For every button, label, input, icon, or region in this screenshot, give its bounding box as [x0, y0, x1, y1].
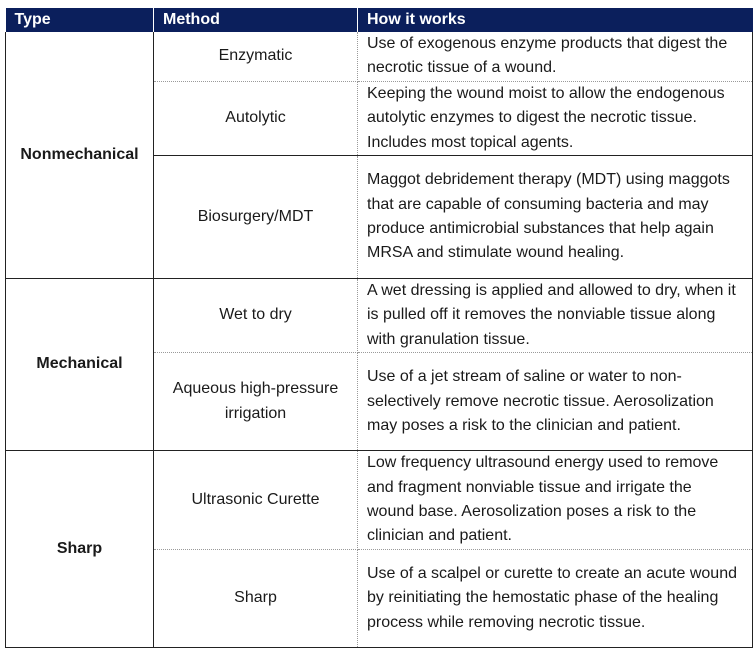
header-how-it-works: How it works — [358, 8, 753, 32]
method-cell: Aqueous high-pressure irrigation — [154, 353, 358, 451]
how-it-works-cell: Use of exogenous enzyme products that digest the necrotic tissue of a wound. — [358, 32, 753, 81]
type-cell-nonmechanical: Nonmechanical — [6, 32, 154, 279]
how-it-works-cell: Low frequency ultrasound energy used to remove and fragment nonviable tissue and irrigate the wound base. Aerosolization poses a risk to the clinician and patient. — [358, 451, 753, 550]
header-method: Method — [154, 8, 358, 32]
table-row — [6, 279, 753, 353]
method-cell: Ultrasonic Curette — [154, 451, 358, 550]
how-it-works-cell: Use of a scalpel or curette to create an acute wound by reinitiating the hemostatic phase of the healing process while removing necrotic tissue. — [358, 549, 753, 647]
debridement-table-frame — [5, 8, 752, 648]
type-cell-mechanical: Mechanical — [6, 279, 154, 451]
table-row — [6, 32, 753, 81]
header-type: Type — [6, 8, 154, 32]
method-cell: Enzymatic — [154, 32, 358, 81]
how-it-works-cell: A wet dressing is applied and allowed to dry, when it is pulled off it removes the nonviable tissue along with granulation tissue. — [358, 279, 753, 353]
type-cell-sharp: Sharp — [6, 451, 154, 648]
method-cell: Sharp — [154, 549, 358, 647]
debridement-methods-table — [5, 8, 753, 648]
method-cell: Wet to dry — [154, 279, 358, 353]
how-it-works-cell: Keeping the wound moist to allow the endogenous autolytic enzymes to digest the necrotic tissue. Includes most topical agents. — [358, 81, 753, 155]
method-cell: Biosurgery/MDT — [154, 156, 358, 279]
table-row — [6, 451, 753, 550]
header-row — [6, 8, 753, 32]
method-cell: Autolytic — [154, 81, 358, 155]
how-it-works-cell: Use of a jet stream of saline or water to non-selectively remove necrotic tissue. Aerosolization may poses a risk to the clinician and patient. — [358, 353, 753, 451]
how-it-works-cell: Maggot debridement therapy (MDT) using maggots that are capable of consuming bacteria and may produce antimicrobial substances that help again MRSA and stimulate wound healing. — [358, 156, 753, 279]
